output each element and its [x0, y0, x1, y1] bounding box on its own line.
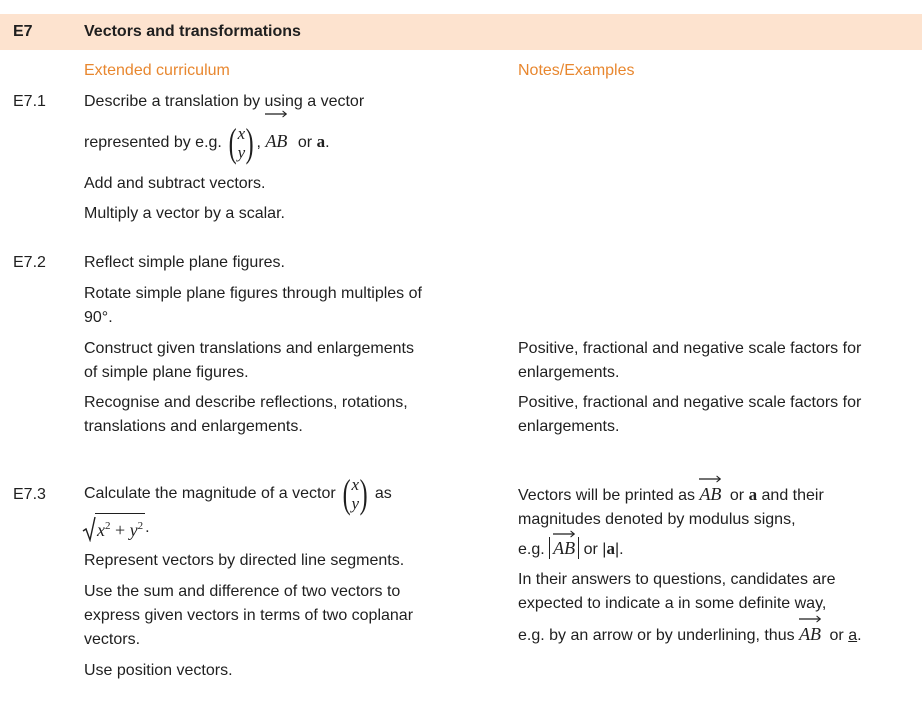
e72-line4b: translations and enlargements.: [84, 418, 303, 435]
e73-note4: In their answers to questions, candidates are: [518, 571, 836, 588]
square-root-icon: $x^2 + y^2$: [82, 513, 145, 542]
e73-note5: expected to indicate a in some definite way,: [518, 595, 827, 612]
e72-line3a: Construct given translations and enlargements: [84, 340, 414, 357]
e73-note3: e.g. AB or |a|.: [518, 537, 624, 562]
section-title: Vectors and transformations: [84, 23, 301, 40]
e71-line1: Describe a translation by using a vector: [84, 93, 365, 110]
e73-line3b: express given vectors in terms of two coplanar: [84, 607, 414, 624]
e72-line4a: Recognise and describe reflections, rotations,: [84, 394, 408, 411]
e73-note6: e.g. by an arrow or by underlining, thus AB or a.: [518, 622, 862, 648]
e72-line2b: 90°.: [84, 309, 113, 326]
underlined-a: a: [848, 627, 858, 644]
modulus-ab: AB: [549, 537, 579, 559]
vec-y: y: [237, 142, 246, 162]
e73-code: E7.3: [13, 486, 46, 503]
column-heading-extended: Extended curriculum: [84, 62, 230, 79]
e73-line1-prefix: Calculate the magnitude of a vector: [84, 485, 336, 502]
e71-period: .: [325, 134, 330, 151]
e72-note1b: enlargements.: [518, 364, 620, 381]
vector-ab-arrow-example: AB: [799, 622, 821, 646]
e73-as: as: [374, 485, 392, 502]
e72-line1: Reflect simple plane figures.: [84, 254, 285, 271]
arrow-over-icon: [265, 110, 287, 118]
e71-line3: Add and subtract vectors.: [84, 175, 266, 192]
column-heading-notes: Notes/Examples: [518, 62, 635, 79]
vec-x: x: [237, 123, 246, 143]
vector-ab: AB: [265, 117, 287, 165]
e73-line4: Use position vectors.: [84, 662, 233, 679]
vector-a-bold: a: [316, 132, 326, 151]
e71-or: or: [297, 134, 313, 151]
e73-line1: [84, 470, 392, 518]
e72-code: E7.2: [13, 254, 46, 271]
arrow-over-icon: [699, 475, 721, 483]
e73-note1: Vectors will be printed as AB or a and their: [518, 482, 824, 508]
e73-line3a: Use the sum and difference of two vectors to: [84, 583, 401, 600]
e72-note2b: enlargements.: [518, 418, 620, 435]
arrow-over-icon: [799, 615, 821, 623]
e72-line3b: of simple plane figures.: [84, 364, 249, 381]
e71-line4: Multiply a vector by a scalar.: [84, 205, 285, 222]
arrow-over-icon: [553, 530, 575, 538]
section-code: E7: [13, 23, 33, 40]
sqrt-period: .: [145, 519, 150, 536]
e72-note1a: Positive, fractional and negative scale factors for: [518, 340, 862, 357]
sqrt-expression: [82, 513, 150, 543]
e71-line2: [84, 117, 330, 167]
e72-line2a: Rotate simple plane figures through multiples of: [84, 285, 422, 302]
e72-note2a: Positive, fractional and negative scale factors for: [518, 394, 862, 411]
e73-line2: Represent vectors by directed line segments.: [84, 552, 405, 569]
column-vector-xy-2: ( x y ): [342, 470, 368, 516]
vector-ab-note: AB: [699, 482, 721, 506]
column-vector-xy: ( x y ): [228, 119, 254, 165]
e71-code: E7.1: [13, 93, 46, 110]
e71-comma: ,: [256, 134, 261, 151]
e73-line3c: vectors.: [84, 631, 141, 648]
e73-note2: magnitudes denoted by modulus signs,: [518, 511, 796, 528]
section-header: [0, 14, 922, 50]
e71-line2-prefix: represented by e.g.: [84, 134, 222, 151]
